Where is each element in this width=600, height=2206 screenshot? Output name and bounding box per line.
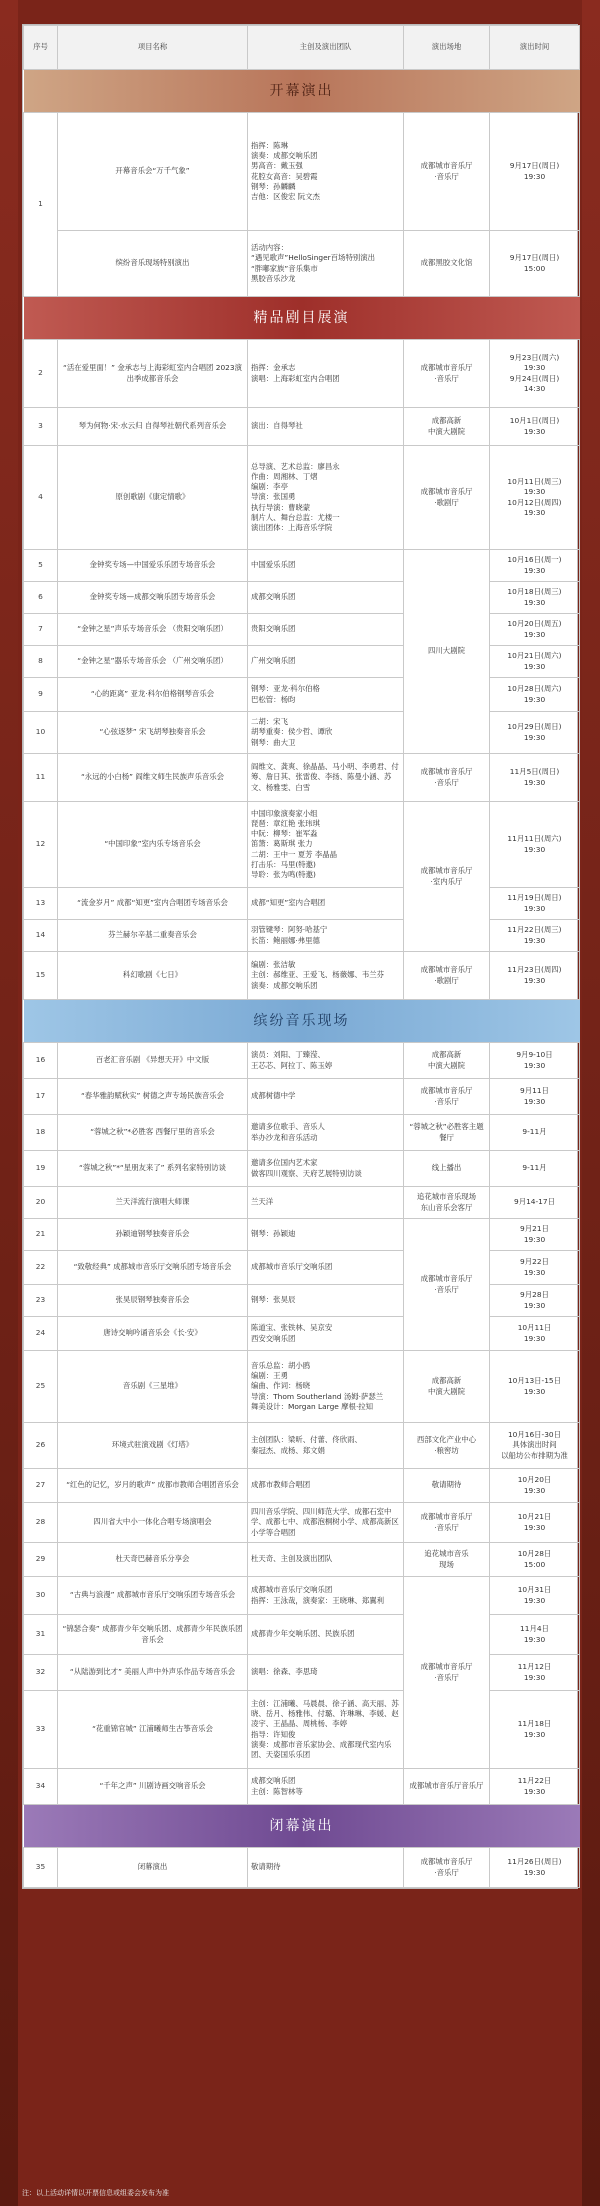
row-time: 10月28日 15:00 xyxy=(490,1543,580,1577)
row-team: 羽管键琴：阿努·哈基宁 长笛：鲍丽娜·弗里德 xyxy=(248,920,404,952)
table-row xyxy=(24,446,580,550)
row-no: 8 xyxy=(24,646,58,678)
row-name: “永远的小白杨” 阎维文师生民族声乐音乐会 xyxy=(58,754,248,802)
table-row xyxy=(24,952,580,1000)
row-time: 10月20日(周五) 19:30 xyxy=(490,614,580,646)
row-venue: 成都城市音乐厅 ·音乐厅 xyxy=(404,1079,490,1115)
row-name: “心的距离” 亚龙·科尔伯格钢琴音乐会 xyxy=(58,678,248,712)
row-time: 10月20日 19:30 xyxy=(490,1469,580,1503)
row-no: 1 xyxy=(24,113,58,297)
table-row xyxy=(24,1043,580,1079)
row-venue: 成都城市音乐厅 ·音乐厅 xyxy=(404,1503,490,1543)
table-row xyxy=(24,920,580,952)
table-row xyxy=(24,113,580,231)
row-no: 5 xyxy=(24,550,58,582)
footnote: 注：以上活动详情以开票信息或组委会发布为准 xyxy=(22,2189,169,2197)
row-no: 20 xyxy=(24,1187,58,1219)
section-row-drama xyxy=(24,297,580,340)
row-time: 10月13日-15日 19:30 xyxy=(490,1351,580,1423)
row-team: 成都城市音乐厅交响乐团 指挥：王泳哉，演奏家：王晓琳、郑翼利 xyxy=(248,1577,404,1615)
table-row xyxy=(24,802,580,888)
row-no: 10 xyxy=(24,712,58,754)
row-name: 开幕音乐会“万千气象” xyxy=(58,113,248,231)
row-name: “心弦逐梦” 宋飞胡琴独奏音乐会 xyxy=(58,712,248,754)
row-no: 7 xyxy=(24,614,58,646)
row-team: 贵阳交响乐团 xyxy=(248,614,404,646)
row-time: 10月11日(周三) 19:30 10月12日(周四) 19:30 xyxy=(490,446,580,550)
row-venue: 四川大剧院 xyxy=(404,550,490,754)
row-venue: 成都高新 中演大剧院 xyxy=(404,1043,490,1079)
row-no: 6 xyxy=(24,582,58,614)
table-row xyxy=(24,646,580,678)
row-team: 陈道宝、张铁林、吴京安 西安交响乐团 xyxy=(248,1317,404,1351)
table-row xyxy=(24,550,580,582)
table-row xyxy=(24,1317,580,1351)
row-team: 主创：江浦曦、马晨晨、徐子涵、高天丽、苏晓、岳月、杨雅伟、付璐、许琳琳、李媛、赵凌宇、王晶晶、周桃杨、李婷 指导：许知俊 演奏：成都市音乐家协会、成都现代室内乐团、天姿国乐乐团 xyxy=(248,1691,404,1769)
row-no: 35 xyxy=(24,1848,58,1888)
row-team: 演员：刘阳、丁臻滢、 王芯芯、阿拉丁、陈玉婷 xyxy=(248,1043,404,1079)
row-time: 10月1日(周日) 19:30 xyxy=(490,408,580,446)
row-team: 邀请多位歌手、音乐人 举办沙龙和音乐活动 xyxy=(248,1115,404,1151)
row-name: “活在爱里面！” 金承志与上海彩虹室内合唱团 2023演出季成都音乐会 xyxy=(58,340,248,408)
table-row xyxy=(24,614,580,646)
row-time: 9月17日(周日) 15:00 xyxy=(490,231,580,297)
row-team: 邀请多位国内艺术家 做客四川观察、天府艺展特别访谈 xyxy=(248,1151,404,1187)
row-venue: 成都高新 中演大剧院 xyxy=(404,408,490,446)
row-team: 阎维文、龚爽、徐晶晶、马小明、李勇君、付筹、詹日其、张雷俊、李扬、陈曼小涵、苏文、杨雅雯、白雪 xyxy=(248,754,404,802)
row-venue: 成都城市音乐厅 ·歌剧厅 xyxy=(404,446,490,550)
row-no: 12 xyxy=(24,802,58,888)
table-row xyxy=(24,408,580,446)
row-time: 11月12日 19:30 xyxy=(490,1655,580,1691)
row-name: 音乐剧《三星堆》 xyxy=(58,1351,248,1423)
row-venue: 追花城市音乐现场 东山音乐会客厅 xyxy=(404,1187,490,1219)
row-team: 成都城市音乐厅交响乐团 xyxy=(248,1251,404,1285)
row-name: “中国印象”室内乐专场音乐会 xyxy=(58,802,248,888)
row-name: “千年之声” 川剧诗画交响音乐会 xyxy=(58,1769,248,1805)
row-time: 10月31日 19:30 xyxy=(490,1577,580,1615)
row-venue: 西部文化产业中心 ·粮窖坊 xyxy=(404,1423,490,1469)
row-time: 10月11日 19:30 xyxy=(490,1317,580,1351)
row-time: 11月22日 19:30 xyxy=(490,1769,580,1805)
row-no: 18 xyxy=(24,1115,58,1151)
row-name: 兰天洋流行演唱大师课 xyxy=(58,1187,248,1219)
row-team: 演唱：徐森、李思琦 xyxy=(248,1655,404,1691)
row-no: 23 xyxy=(24,1285,58,1317)
row-time: 11月18日 19:30 xyxy=(490,1691,580,1769)
table-row xyxy=(24,1219,580,1251)
row-time: 9月21日 19:30 xyxy=(490,1219,580,1251)
row-team: 主创团队：梁昕、付蕾、佟欣雨、 秦冠杰、成杨、郑文娟 xyxy=(248,1423,404,1469)
row-team: 广州交响乐团 xyxy=(248,646,404,678)
row-time: 9月22日 19:30 xyxy=(490,1251,580,1285)
row-team: 成都交响乐团 xyxy=(248,582,404,614)
row-time: 9月14-17日 xyxy=(490,1187,580,1219)
row-name: “锦瑟合奏” 成都青少年交响乐团、成都青少年民族乐团音乐会 xyxy=(58,1615,248,1655)
row-time: 9月17日(周日) 19:30 xyxy=(490,113,580,231)
row-team: 音乐总监：胡小鸥 编剧：王勇 编曲、作词：杨晓 导演：Thom Southerland 汤姆·萨瑟兰 舞美设计：Morgan Large 摩根·拉知 xyxy=(248,1351,404,1423)
table-row xyxy=(24,712,580,754)
row-time: 10月18日(周三) 19:30 xyxy=(490,582,580,614)
row-venue: 成都城市音乐厅 ·歌剧厅 xyxy=(404,952,490,1000)
schedule-sheet xyxy=(22,24,578,1889)
row-venue: 成都城市音乐厅 ·音乐厅 xyxy=(404,1848,490,1888)
row-team: 成都交响乐团 主创：陈智林等 xyxy=(248,1769,404,1805)
row-name: 闭幕演出 xyxy=(58,1848,248,1888)
table-row xyxy=(24,340,580,408)
row-no: 30 xyxy=(24,1577,58,1615)
schedule-table xyxy=(23,25,580,1888)
row-team: 指挥：陈琳 演奏：成都交响乐团 男高音：戴玉强 花腔女高音：吴碧霞 钢琴：孙麟麟 吉他：区俊宏 阮文杰 xyxy=(248,113,404,231)
row-team: 活动内容： “遇见歌声”HelloSinger百场特别演出 “胖嘟家族”音乐集市 黑胶音乐沙龙 xyxy=(248,231,404,297)
row-no: 22 xyxy=(24,1251,58,1285)
table-row xyxy=(24,1655,580,1691)
header-team: 主创及演出团队 xyxy=(248,26,404,70)
row-no: 9 xyxy=(24,678,58,712)
row-time: 11月19日(周日) 19:30 xyxy=(490,888,580,920)
row-time: 9月23日(周六) 19:30 9月24日(周日) 14:30 xyxy=(490,340,580,408)
row-name: 缤纷音乐现场特别演出 xyxy=(58,231,248,297)
row-time: 10月21日(周六) 19:30 xyxy=(490,646,580,678)
row-time: 11月26日(周日) 19:30 xyxy=(490,1848,580,1888)
section-title-drama: 精品剧目展演 xyxy=(24,297,580,339)
row-time: 9-11月 xyxy=(490,1151,580,1187)
row-no: 21 xyxy=(24,1219,58,1251)
row-team: 钢琴：孙颖迪 xyxy=(248,1219,404,1251)
row-team: 中国爱乐乐团 xyxy=(248,550,404,582)
row-venue: 成都城市音乐厅 ·室内乐厅 xyxy=(404,802,490,952)
row-time: 10月21日 19:30 xyxy=(490,1503,580,1543)
table-row xyxy=(24,582,580,614)
row-venue: “蓉城之秋”必胜客主题餐厅 xyxy=(404,1115,490,1151)
row-no: 34 xyxy=(24,1769,58,1805)
row-name: 芬兰赫尔辛基二重奏音乐会 xyxy=(58,920,248,952)
row-time: 10月16日(周一) 19:30 xyxy=(490,550,580,582)
row-name: 四川省大中小一体化合唱专场演唱会 xyxy=(58,1503,248,1543)
row-time: 11月22日(周三) 19:30 xyxy=(490,920,580,952)
row-venue: 成都城市音乐厅 ·音乐厅 xyxy=(404,113,490,231)
row-name: 孙颖迪钢琴独奏音乐会 xyxy=(58,1219,248,1251)
row-team: 中国印象演奏家小组 琵琶：章红艳 张玮琪 中阮：柳琴：崔军淼 笛箫：葛斯琪 张力 二胡：王中一 夏芳 李晶晶 打击乐：马里(特邀) 导聆：张为鸣(特邀) xyxy=(248,802,404,888)
row-venue: 成都黑胶文化馆 xyxy=(404,231,490,297)
row-name: “红色的记忆，岁月的歌声” 成都市教师合唱团音乐会 xyxy=(58,1469,248,1503)
row-team: 敬请期待 xyxy=(248,1848,404,1888)
row-name: 琴为何物·宋·水云归 自得琴社朝代系列音乐会 xyxy=(58,408,248,446)
table-row xyxy=(24,1848,580,1888)
row-team: 四川音乐学院、四川师范大学、成都石室中学、成都七中、成都泡桐树小学、成都高新区小学等合唱团 xyxy=(248,1503,404,1543)
row-team: 杜天奇、主创及演出团队 xyxy=(248,1543,404,1577)
row-time: 10月29日(周日) 19:30 xyxy=(490,712,580,754)
row-no: 28 xyxy=(24,1503,58,1543)
table-row xyxy=(24,231,580,297)
left-decor xyxy=(0,0,18,2206)
table-row xyxy=(24,1079,580,1115)
row-no: 13 xyxy=(24,888,58,920)
table-row xyxy=(24,1469,580,1503)
table-row xyxy=(24,1351,580,1423)
row-name: “蓉城之秋”*必胜客 西餐厅里的音乐会 xyxy=(58,1115,248,1151)
row-team: 演出：自得琴社 xyxy=(248,408,404,446)
header-no: 序号 xyxy=(24,26,58,70)
row-venue: 成都城市音乐厅 ·音乐厅 xyxy=(404,1577,490,1769)
row-team: 钢琴：张昊辰 xyxy=(248,1285,404,1317)
row-no: 25 xyxy=(24,1351,58,1423)
row-no: 26 xyxy=(24,1423,58,1469)
row-time: 11月11日(周六) 19:30 xyxy=(490,802,580,888)
row-time: 11月4日 19:30 xyxy=(490,1615,580,1655)
row-no: 31 xyxy=(24,1615,58,1655)
row-name: “流金岁月” 成都“知更”室内合唱团专场音乐会 xyxy=(58,888,248,920)
row-no: 24 xyxy=(24,1317,58,1351)
table-row xyxy=(24,1503,580,1543)
row-venue: 追花城市音乐 现场 xyxy=(404,1543,490,1577)
row-no: 32 xyxy=(24,1655,58,1691)
row-time: 9月9-10日 19:30 xyxy=(490,1043,580,1079)
row-no: 17 xyxy=(24,1079,58,1115)
row-team: 总导演、艺术总监：廖昌永 作曲：周湘林、丁熠 编剧：李亭 导演：张国勇 执行导演：曹晓蒙 制片人、舞台总监：尤楼一 演出团体：上海音乐学院 xyxy=(248,446,404,550)
row-time: 11月5日(周日) 19:30 xyxy=(490,754,580,802)
table-row xyxy=(24,888,580,920)
row-name: “从陆游到比才” 美丽人声中外声乐作品专场音乐会 xyxy=(58,1655,248,1691)
section-row-close xyxy=(24,1805,580,1848)
row-no: 16 xyxy=(24,1043,58,1079)
row-no: 4 xyxy=(24,446,58,550)
header-row xyxy=(24,26,580,70)
table-row xyxy=(24,1115,580,1151)
row-venue: 成都高新 中演大剧院 xyxy=(404,1351,490,1423)
row-name: “蓉城之秋”*“星朋友来了” 系列名家特别访谈 xyxy=(58,1151,248,1187)
table-row xyxy=(24,1187,580,1219)
section-title-live: 缤纷音乐现场 xyxy=(24,1000,580,1042)
row-name: 环境式驻演戏剧《灯塔》 xyxy=(58,1423,248,1469)
row-team: 成都“知更”室内合唱团 xyxy=(248,888,404,920)
row-no: 14 xyxy=(24,920,58,952)
row-name: 杜天奇巴赫音乐分享会 xyxy=(58,1543,248,1577)
table-row xyxy=(24,754,580,802)
row-name: “春华雅韵赋秋实” 树德之声专场民族音乐会 xyxy=(58,1079,248,1115)
row-no: 19 xyxy=(24,1151,58,1187)
row-name: “金钟之星”器乐专场音乐会 （广州交响乐团） xyxy=(58,646,248,678)
table-row xyxy=(24,1251,580,1285)
table-row xyxy=(24,1769,580,1805)
row-team: 成都市教师合唱团 xyxy=(248,1469,404,1503)
row-time: 10月16日-30日 具体演出时间 以船坊公布排期为准 xyxy=(490,1423,580,1469)
table-row xyxy=(24,1423,580,1469)
table-row xyxy=(24,1543,580,1577)
row-time: 11月23日(周四) 19:30 xyxy=(490,952,580,1000)
row-team: 成都树德中学 xyxy=(248,1079,404,1115)
row-time: 10月28日(周六) 19:30 xyxy=(490,678,580,712)
row-time: 9月11日 19:30 xyxy=(490,1079,580,1115)
row-name: 张昊辰钢琴独奏音乐会 xyxy=(58,1285,248,1317)
section-row-open xyxy=(24,70,580,113)
section-row-live xyxy=(24,1000,580,1043)
row-name: “古典与浪漫” 成都城市音乐厅交响乐团专场音乐会 xyxy=(58,1577,248,1615)
header-time: 演出时间 xyxy=(490,26,580,70)
table-row xyxy=(24,1691,580,1769)
row-no: 29 xyxy=(24,1543,58,1577)
row-name: 科幻歌剧《七日》 xyxy=(58,952,248,1000)
row-name: “致敬经典” 成都城市音乐厅交响乐团专场音乐会 xyxy=(58,1251,248,1285)
row-team: 成都青少年交响乐团、民族乐团 xyxy=(248,1615,404,1655)
table-row xyxy=(24,1577,580,1615)
row-team: 二胡：宋飞 胡琴重奏：侯少哲、谭欣 钢琴：曲大卫 xyxy=(248,712,404,754)
table-row xyxy=(24,1615,580,1655)
row-time: 9月28日 19:30 xyxy=(490,1285,580,1317)
row-time: 9-11月 xyxy=(490,1115,580,1151)
row-venue: 成都城市音乐厅 ·音乐厅 xyxy=(404,340,490,408)
row-name: “花重锦官城” 江浦曦师生古筝音乐会 xyxy=(58,1691,248,1769)
row-name: 金钟奖专场—中国爱乐乐团专场音乐会 xyxy=(58,550,248,582)
row-no: 27 xyxy=(24,1469,58,1503)
row-name: 百老汇音乐剧 《异想天开》中文版 xyxy=(58,1043,248,1079)
row-venue: 敬请期待 xyxy=(404,1469,490,1503)
row-no: 33 xyxy=(24,1691,58,1769)
row-no: 2 xyxy=(24,340,58,408)
header-name: 项目名称 xyxy=(58,26,248,70)
row-team: 编剧：张洁敏 主创：郝维亚、王爱飞、杨薇娜、韦兰芬 演奏：成都交响乐团 xyxy=(248,952,404,1000)
row-team: 钢琴：亚龙·科尔伯格 巴松管：杨昀 xyxy=(248,678,404,712)
table-row xyxy=(24,1285,580,1317)
table-row xyxy=(24,678,580,712)
row-team: 指挥：金承志 演唱：上海彩虹室内合唱团 xyxy=(248,340,404,408)
row-no: 11 xyxy=(24,754,58,802)
right-decor xyxy=(582,0,600,2206)
row-name: “金钟之星”声乐专场音乐会 （贵阳交响乐团） xyxy=(58,614,248,646)
row-venue: 成都城市音乐厅 ·音乐厅 xyxy=(404,1219,490,1351)
row-no: 3 xyxy=(24,408,58,446)
row-name: 唐诗交响吟诵音乐会《长·安》 xyxy=(58,1317,248,1351)
row-venue: 线上播出 xyxy=(404,1151,490,1187)
row-team: 兰天洋 xyxy=(248,1187,404,1219)
row-name: 原创歌剧《康定情歌》 xyxy=(58,446,248,550)
section-title-open: 开幕演出 xyxy=(24,70,580,112)
row-venue: 成都城市音乐厅 ·音乐厅 xyxy=(404,754,490,802)
row-venue: 成都城市音乐厅音乐厅 xyxy=(404,1769,490,1805)
row-no: 15 xyxy=(24,952,58,1000)
table-row xyxy=(24,1151,580,1187)
section-title-close: 闭幕演出 xyxy=(24,1805,580,1847)
row-name: 金钟奖专场—成都交响乐团专场音乐会 xyxy=(58,582,248,614)
header-venue: 演出场地 xyxy=(404,26,490,70)
